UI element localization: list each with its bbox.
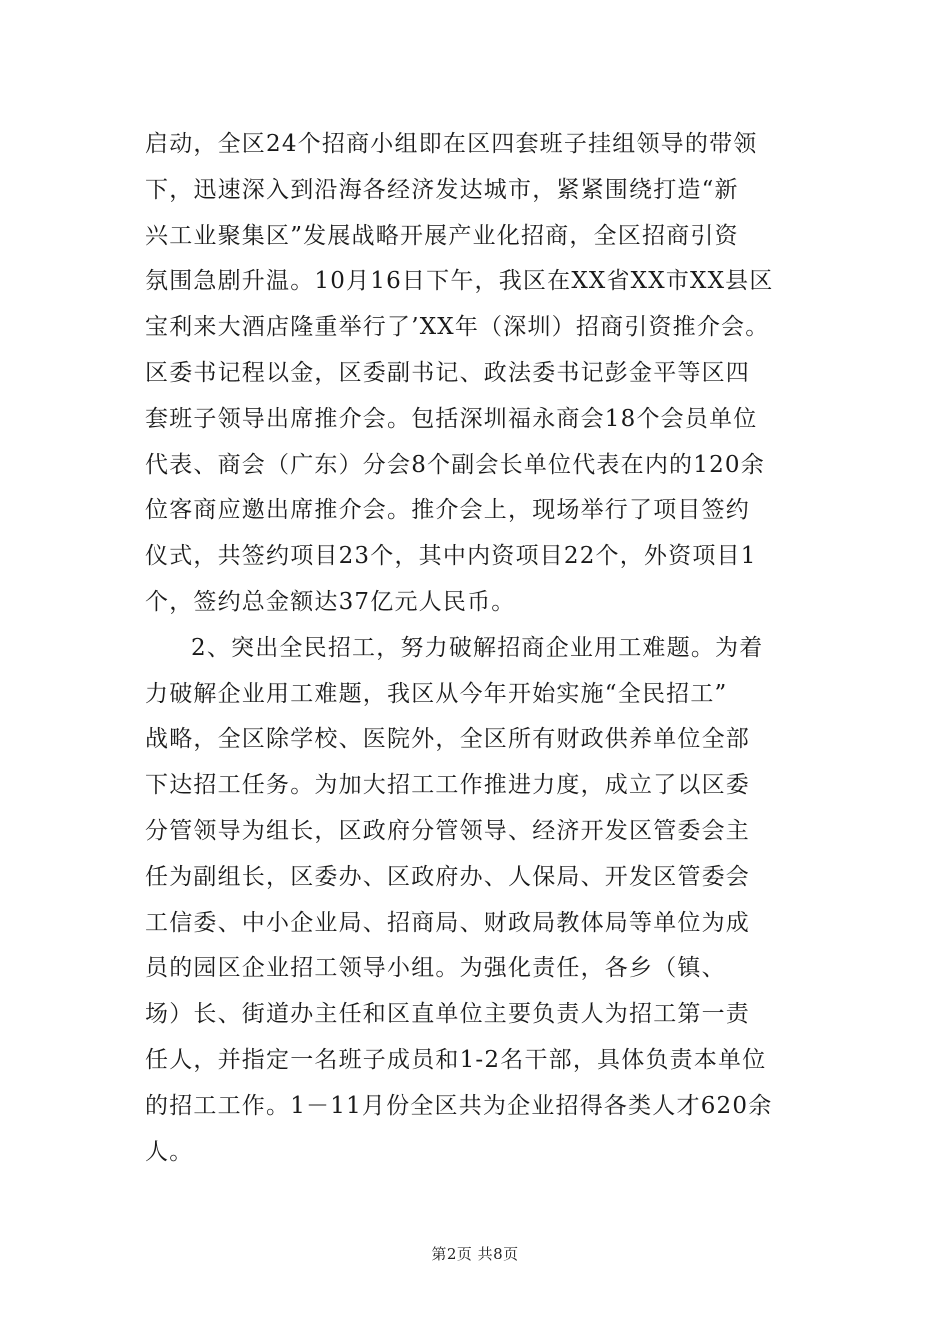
paragraph-line: 工信委、中小企业局、招商局、财政局教体局等单位为成 bbox=[145, 909, 750, 936]
paragraph-line: 个，签约总金额达37亿元人民币。 bbox=[145, 588, 516, 615]
paragraph-line: 宝利来大酒店隆重举行了’XX年（深圳）招商引资推介会。 bbox=[145, 314, 770, 341]
paragraph-line: 区委书记程以金，区委副书记、政法委书记彭金平等区四 bbox=[145, 359, 750, 386]
page-number-footer: 第2页 共8页 bbox=[431, 1245, 519, 1263]
paragraph-line: 兴工业聚集区”发展战略开展产业化招商，全区招商引资 bbox=[145, 222, 739, 249]
paragraph-line: 力破解企业用工难题，我区从今年开始实施“全民招工” bbox=[145, 680, 728, 707]
paragraph-line: 任为副组长，区委办、区政府办、人保局、开发区管委会 bbox=[145, 863, 750, 890]
paragraph-line: 位客商应邀出席推介会。推介会上，现场举行了项目签约 bbox=[145, 497, 750, 524]
paragraph-first-line: 2、突出全民招工，努力破解招商企业用工难题。为着 bbox=[191, 634, 764, 661]
paragraph-line: 仪式，共签约项目23个，其中内资项目22个，外资项目1 bbox=[145, 543, 757, 570]
paragraph-line: 套班子领导出席推介会。包括深圳福永商会18个会员单位 bbox=[145, 405, 758, 432]
paragraph-line: 代表、商会（广东）分会8个副会长单位代表在内的120余 bbox=[145, 451, 765, 478]
paragraph-line: 启动，全区24个招商小组即在区四套班子挂组领导的带领 bbox=[145, 131, 758, 157]
paragraph-line: 氛围急剧升温。10月16日下午，我区在XX省XX市XX县区 bbox=[145, 268, 774, 295]
paragraph-line: 下达招工任务。为加大招工工作推进力度，成立了以区委 bbox=[145, 772, 750, 799]
paragraph-line: 员的园区企业招工领导小组。为强化责任，各乡（镇、 bbox=[145, 955, 726, 982]
paragraph-line: 战略，全区除学校、医院外，全区所有财政供养单位全部 bbox=[145, 726, 750, 753]
paragraph-line: 分管领导为组长，区政府分管领导、经济开发区管委会主 bbox=[145, 817, 750, 844]
paragraph-line: 任人，并指定一名班子成员和1-2名干部，具体负责本单位 bbox=[145, 1046, 767, 1073]
document-body bbox=[145, 122, 810, 1175]
paragraph-line: 场）长、街道办主任和区直单位主要负责人为招工第一责 bbox=[145, 1001, 750, 1028]
paragraph-line: 人。 bbox=[145, 1138, 194, 1165]
paragraph-line: 下，迅速深入到沿海各经济发达城市，紧紧围绕打造“新 bbox=[145, 176, 739, 203]
paragraph-line: 的招工工作。1－11月份全区共为企业招得各类人才620余 bbox=[145, 1092, 773, 1119]
